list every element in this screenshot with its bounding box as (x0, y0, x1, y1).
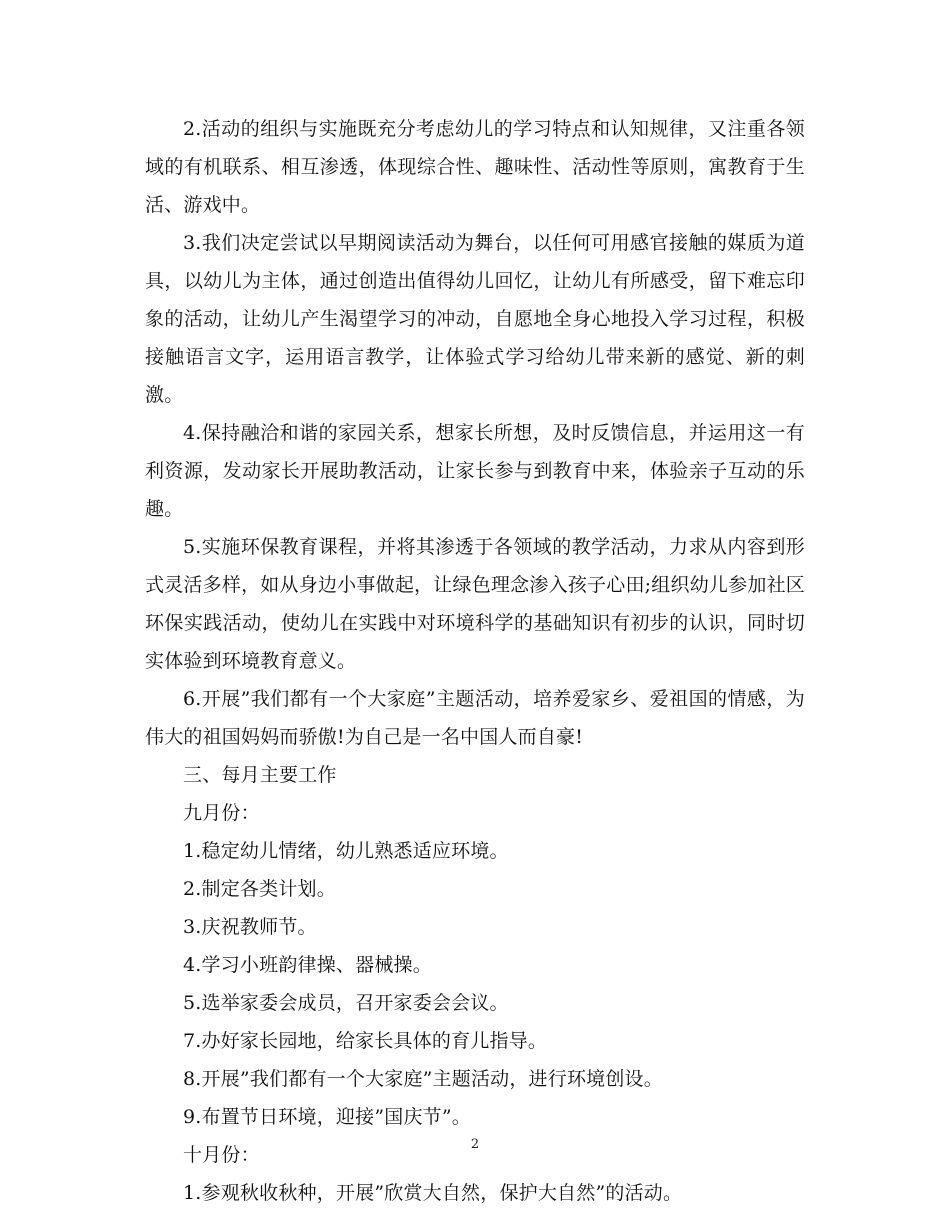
september-item-8: 8.开展”我们都有一个大家庭”主题活动，进行环境创设。 (183, 1068, 663, 1090)
month-heading-september: 九月份： (183, 802, 260, 824)
month-heading-october: 十月份： (183, 1144, 260, 1166)
september-item-7: 7.办好家长园地，给家长具体的育儿指导。 (183, 1030, 548, 1052)
paragraph-item-5: 5.实施环保教育课程，并将其渗透于各领域的教学活动，力求从内容到形式灵活多样，如从身边小事做起，让绿色理念渗入孩子心田;组织幼儿参加社区环保实践活动，使幼儿在实践中对环境科学的基础知识有初步的认识，同时切实体验到环境教育意义。 (145, 536, 805, 672)
september-item-5: 5.选举家委会成员，召开家委会会议。 (183, 992, 509, 1014)
paragraph-item-4: 4.保持融洽和谐的家园关系，想家长所想，及时反馈信息，并运用这一有利资源，发动家长开展助教活动，让家长参与到教育中来，体验亲子互动的乐趣。 (145, 422, 805, 520)
october-item-1: 1.参观秋收秋种，开展”欣赏大自然，保护大自然”的活动。 (183, 1182, 683, 1204)
paragraph-item-3: 3.我们决定尝试以早期阅读活动为舞台，以任何可用感官接触的媒质为道具，以幼儿为主体，通过创造出值得幼儿回忆，让幼儿有所感受，留下难忘印象的活动，让幼儿产生渴望学习的冲动，自愿地全身心地投入学习过程，积极接触语言文字，运用语言教学，让体验式学习给幼儿带来新的感觉、新的刺激。 (145, 232, 805, 406)
document-body (145, 110, 805, 1212)
paragraph-item-2: 2.活动的组织与实施既充分考虑幼儿的学习特点和认知规律，又注重各领域的有机联系、相互渗透，体现综合性、趣味性、活动性等原则，寓教育于生活、游戏中。 (145, 118, 805, 216)
september-item-4: 4.学习小班韵律操、器械操。 (183, 954, 432, 976)
september-item-2: 2.制定各类计划。 (183, 878, 336, 900)
page-number: 2 (470, 1137, 480, 1152)
paragraph-item-6: 6.开展”我们都有一个大家庭”主题活动，培养爱家乡、爱祖国的情感，为伟大的祖国妈妈而骄傲!为自己是一名中国人而自豪! (145, 688, 805, 748)
section-heading-monthly-work: 三、每月主要工作 (183, 764, 337, 786)
september-item-1: 1.稳定幼儿情绪，幼儿熟悉适应环境。 (183, 840, 509, 862)
september-item-3: 3.庆祝教师节。 (183, 916, 317, 938)
september-item-9: 9.布置节日环境，迎接”国庆节”。 (183, 1106, 471, 1128)
